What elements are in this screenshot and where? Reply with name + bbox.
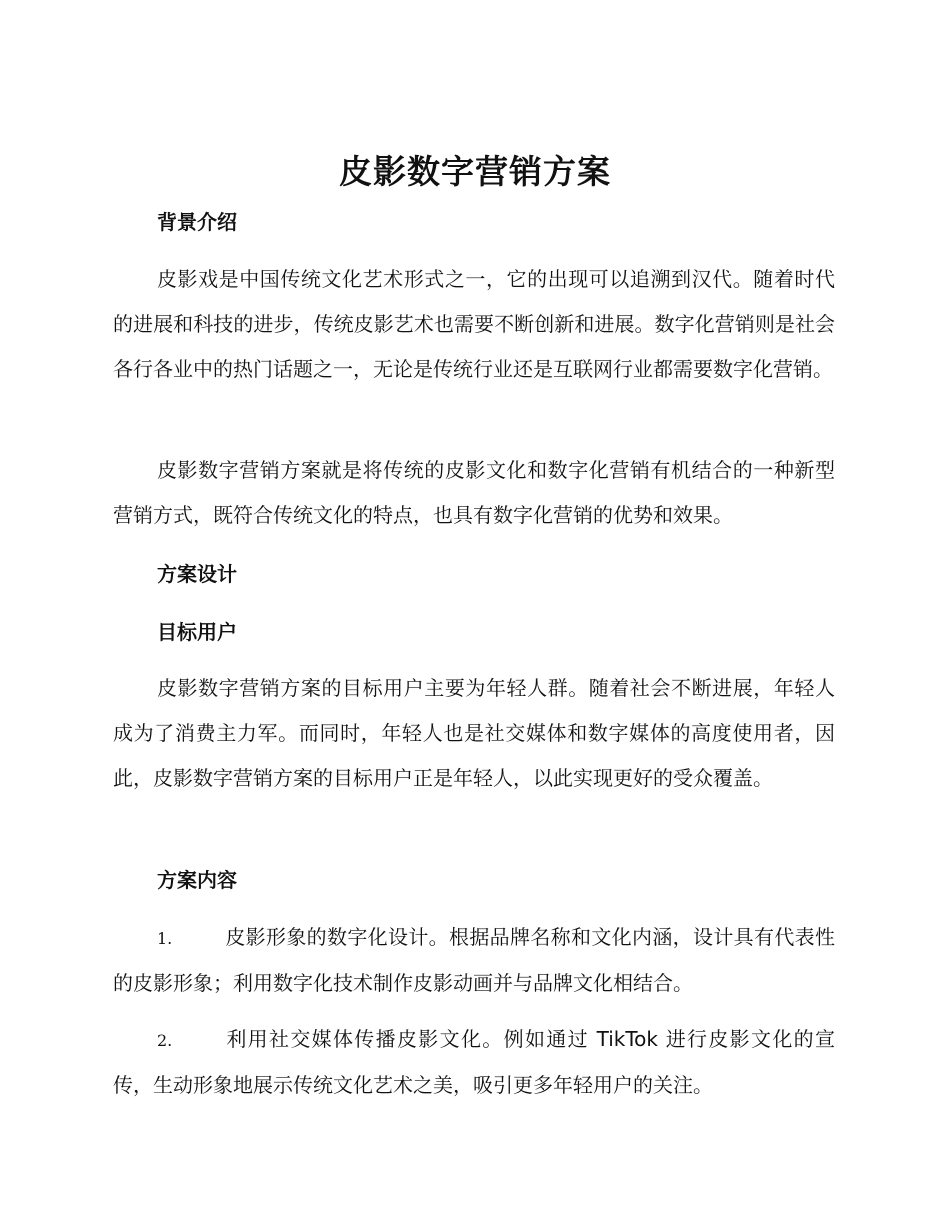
section-heading-background: 背景介绍 [157,210,237,234]
list-item [113,915,835,1006]
list-number: 1. [157,929,173,948]
paragraph-target-users: 皮影数字营销方案的目标用户主要为年轻人群。随着社会不断进展，年轻人成为了消费主力军。而同时，年轻人也是社交媒体和数字媒体的高度使用者，因此，皮影数字营销方案的目标用户正是年轻人，以此实现更好的受众覆盖。 [113,676,835,790]
paragraph-background-1: 皮影戏是中国传统文化艺术形式之一，它的出现可以追溯到汉代。随着时代的进展和科技的进步，传统皮影艺术也需要不断创新和进展。数字化营销则是社会各行各业中的热门话题之一，无论是传统行业还是互联网行业都需要数字化营销。 [113,267,835,381]
list-number: 2. [157,1031,173,1050]
list-item-text: 皮影形象的数字化设计。根据品牌名称和文化内涵，设计具有代表性的皮影形象；利用数字化技术制作皮影动画并与品牌文化相结合。 [113,925,835,995]
list-item-text: 利用社交媒体传播皮影文化。例如通过 TikTok 进行皮影文化的宣传，生动形象地展示传统文化艺术之美，吸引更多年轻用户的关注。 [113,1027,835,1097]
paragraph-background-2: 皮影数字营销方案就是将传统的皮影文化和数字化营销有机结合的一种新型营销方式，既符合传统文化的特点，也具有数字化营销的优势和效果。 [113,458,835,527]
section-heading-content: 方案内容 [157,868,237,892]
document-title: 皮影数字营销方案 [339,152,611,191]
list-item [113,1017,835,1108]
section-heading-design: 方案设计 [157,562,237,586]
section-heading-target-users: 目标用户 [157,620,237,644]
